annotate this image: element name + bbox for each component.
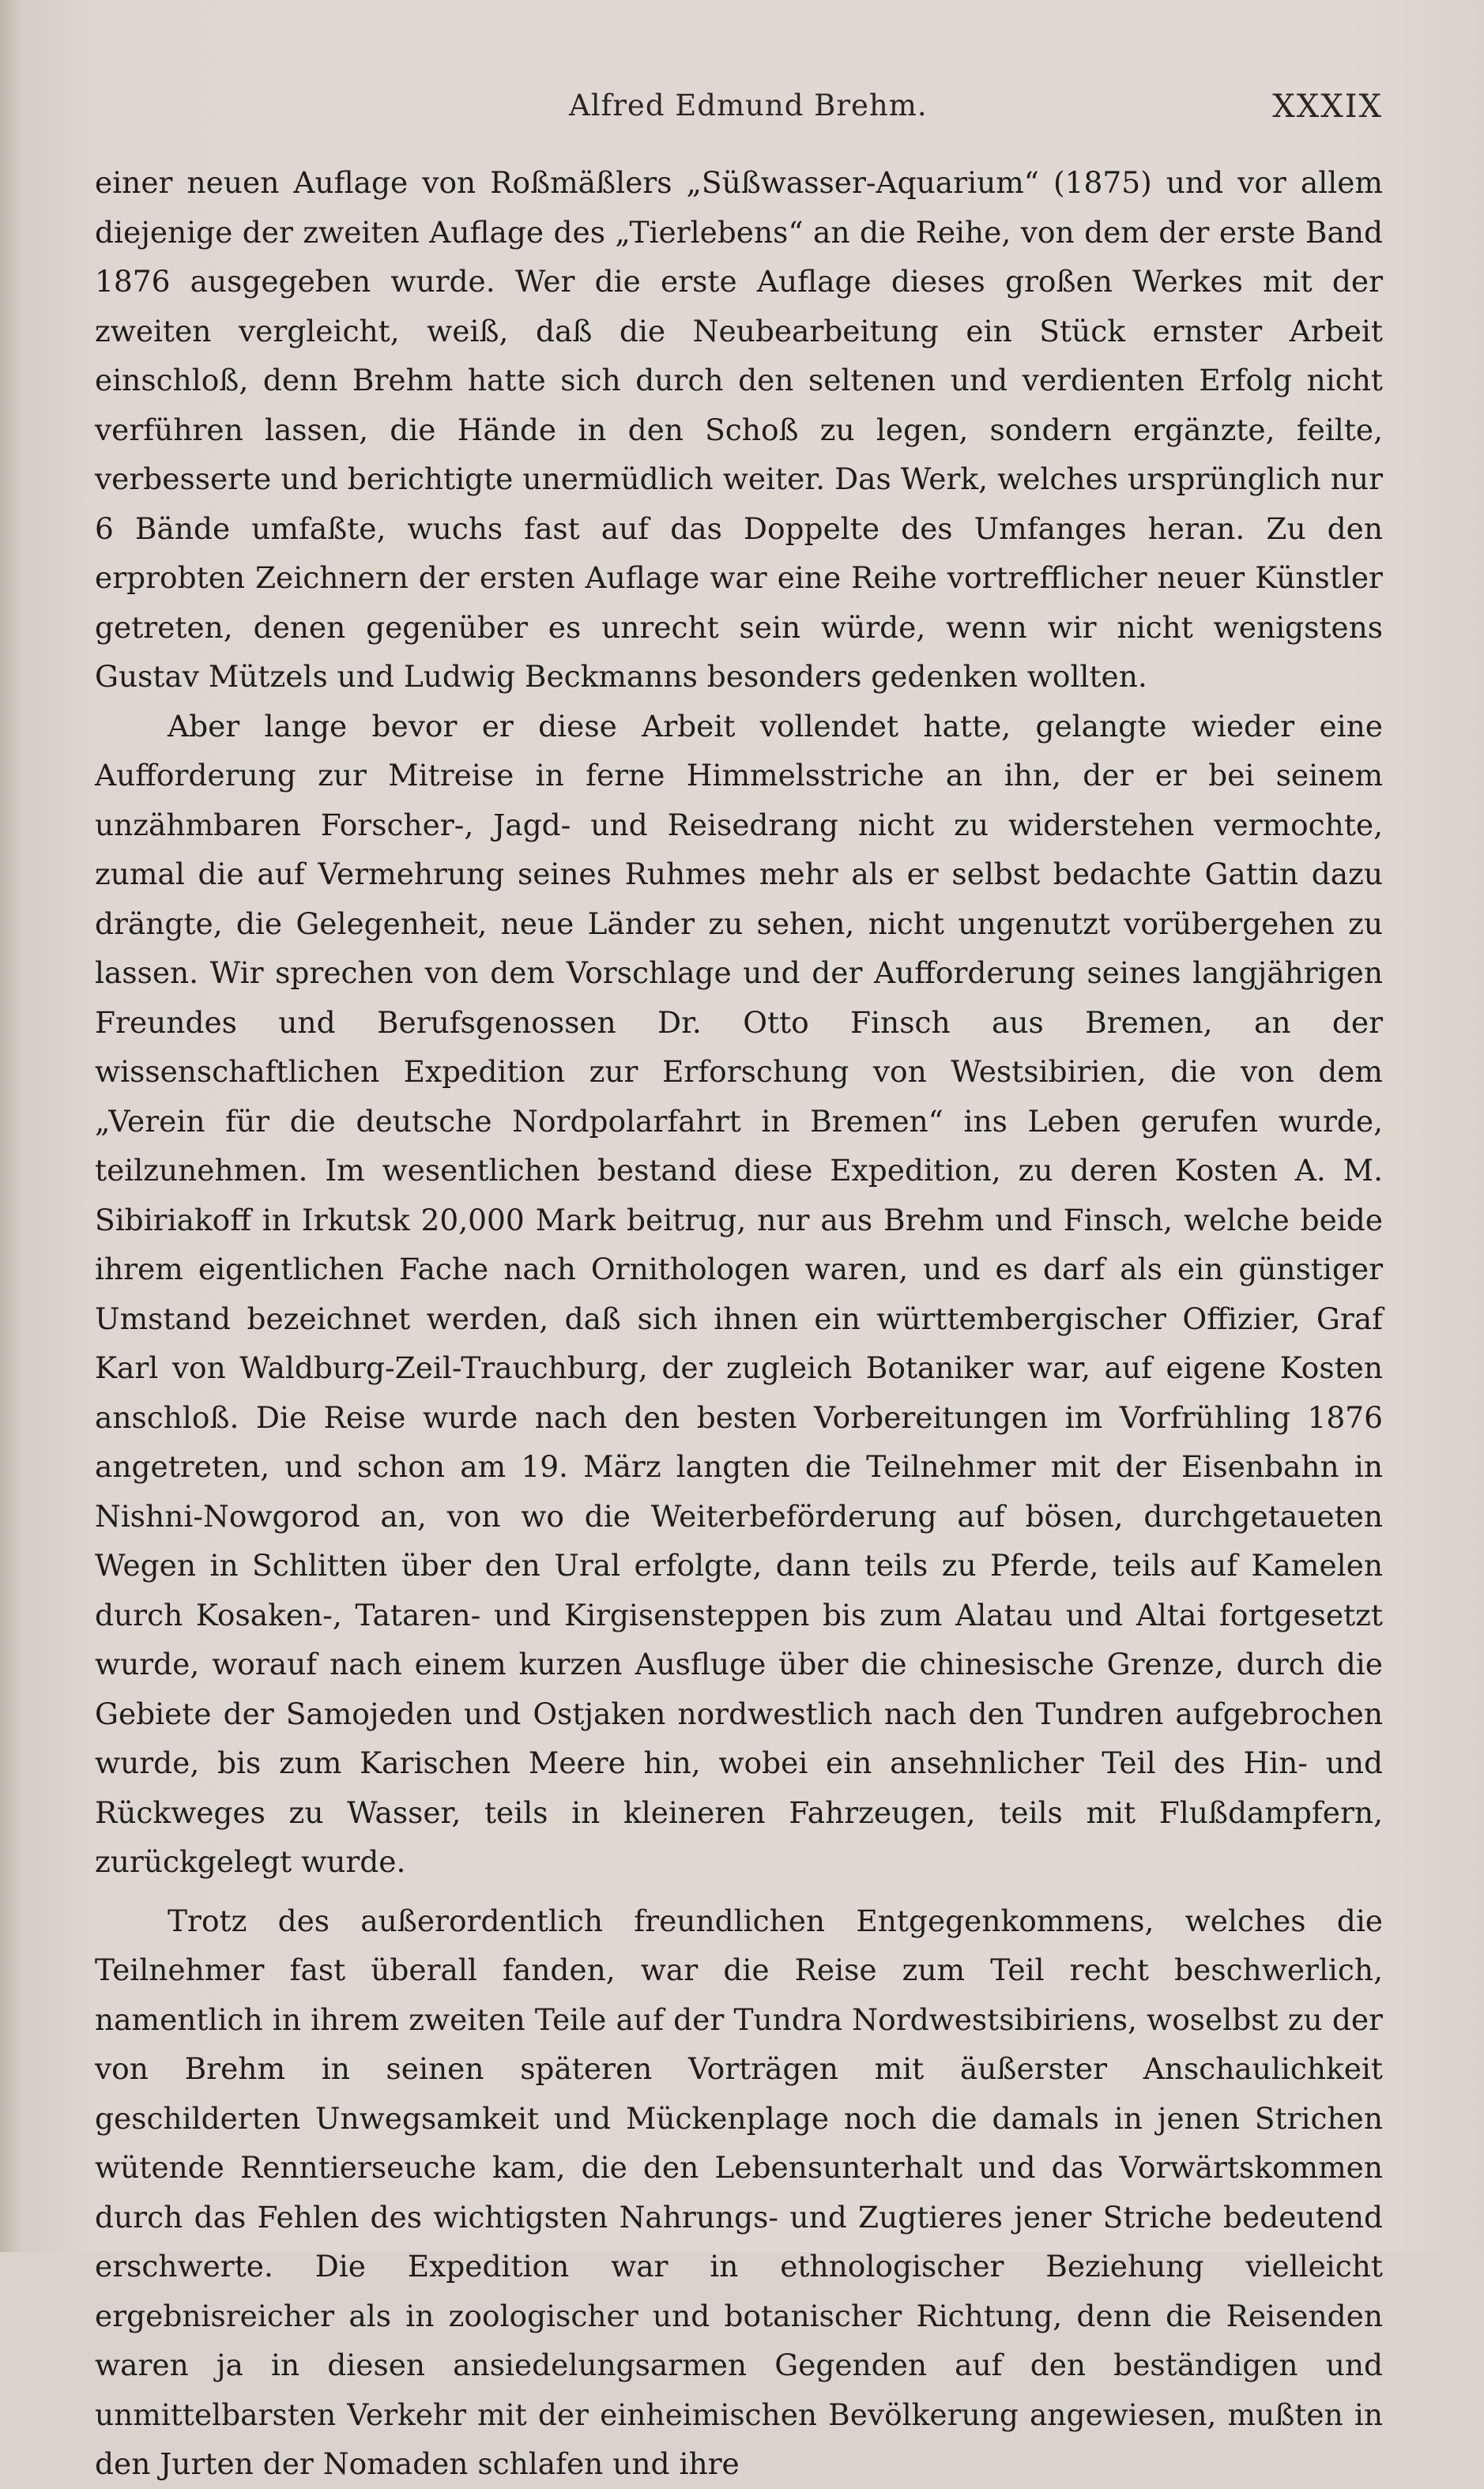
paragraph-3: Trotz des außerordentlich freundlichen Entgegenkommens, welches die Teilnehmer fast überall fanden, war die Reise zum Teil recht beschwerlich, namentlich in ihrem zweiten Teile auf der Tundra Nordwestsibiriens, woselbst zu der von Brehm in seinen späteren Vorträgen mit äußerster Anschaulichkeit geschilderten Unwegsamkeit und Mückenplage noch die damals in jenen Strichen wütende Renntierseuche kam, die den Lebensunterhalt und das Vorwärtskommen durch das Fehlen des wichtigsten Nahrungs- und Zugtieres jener Striche bedeutend erschwerte. Die Expedition war in ethnologischer Beziehung vielleicht ergebnisreicher als in zoologischer und botanischer Richtung, denn die Reisenden waren ja in diesen ansiedelungsarmen Gegenden auf den beständigen und unmittelbarsten Verkehr mit der einheimischen Bevölkerung angewiesen, mußten in den Jurten der Nomaden schlafen und ihre <box>95 1903 1383 2481</box>
paragraph-2: Aber lange bevor er diese Arbeit vollendet hatte, gelangte wieder eine Aufforderung zur Mitreise in ferne Himmelsstriche an ihn, der er bei seinem unzähmbaren Forscher-, Jagd- und Reisedrang nicht zu widerstehen vermochte, zumal die auf Vermehrung seines Ruhmes mehr als er selbst bedachte Gattin dazu drängte, die Gelegenheit, neue Länder zu sehen, nicht ungenutzt vorübergehen zu lassen. Wir sprechen von dem Vorschlage und der Aufforderung seines langjährigen Freundes und Berufsgenossen Dr. Otto Finsch aus Bremen, an der wissenschaftlichen Expedition zur Erforschung von Westsibirien, die von dem „Verein für die deutsche Nordpolarfahrt in Bremen“ ins Leben gerufen wurde, teilzunehmen. Im wesentlichen bestand diese Expedition, zu deren Kosten A. M. Sibiriakoff in Irkutsk 20,000 Mark beitrug, nur aus Brehm und Finsch, welche beide ihrem eigentlichen Fache nach Ornithologen waren, und es darf als ein günstiger Umstand bezeichnet werden, daß sich ihnen ein württembergischer Offizier, Graf Karl von Waldburg-Zeil-Trauchburg, der zugleich Botaniker war, auf eigene Kosten anschloß. Die Reise wurde nach den besten Vorbereitungen im Vorfrühling 1876 angetreten, und schon am 19. März langten die Teilnehmer mit der Eisenbahn in Nishni-Nowgorod an, von wo die Weiterbeförderung auf bösen, durchgetaueten Wegen in Schlitten über den Ural erfolgte, dann teils zu Pferde, teils auf Kamelen durch Kosaken-, Tataren- und Kirgisensteppen bis zum Alatau und Altai fortgesetzt wurde, worauf nach einem kurzen Ausfluge über die chinesische Grenze, durch die Gebiete der Samojeden und Ostjaken nordwestlich nach den Tundren aufgebrochen wurde, bis zum Karischen Meere hin, wobei ein ansehnlicher Teil des Hin- und Rückweges zu Wasser, teils in kleineren Fahrzeugen, teils mit Flußdampfern, zurückgelegt wurde. <box>95 708 1383 1879</box>
paragraph-1: einer neuen Auflage von Roßmäßlers „Süßwasser-Aquarium“ (1875) und vor allem diejenige der zweiten Auflage des „Tierlebens“ an die Reihe, von dem der erste Band 1876 ausgegeben wurde. Wer die erste Auflage dieses großen Werkes mit der zweiten vergleicht, weiß, daß die Neubearbeitung ein Stück ernster Arbeit einschloß, denn Brehm hatte sich durch den seltenen und verdienten Erfolg nicht verführen lassen, die Hände in den Schoß zu legen, sondern ergänzte, feilte, verbesserte und berichtigte unermüdlich weiter. Das Werk, welches ursprünglich nur 6 Bände umfaßte, wuchs fast auf das Doppelte des Umfanges heran. Zu den erprobten Zeichnern der ersten Auflage war eine Reihe vortrefflicher neuer Künstler getreten, denen gegenüber es unrecht sein würde, wenn wir nicht wenigstens Gustav Mützels und Ludwig Beckmanns besonders gedenken wollten. <box>95 165 1383 694</box>
running-head: Alfred Edmund Brehm. <box>569 88 928 122</box>
page-number: XXXIX <box>1272 88 1383 125</box>
page-header <box>95 88 1383 139</box>
body-text <box>95 158 1383 2489</box>
